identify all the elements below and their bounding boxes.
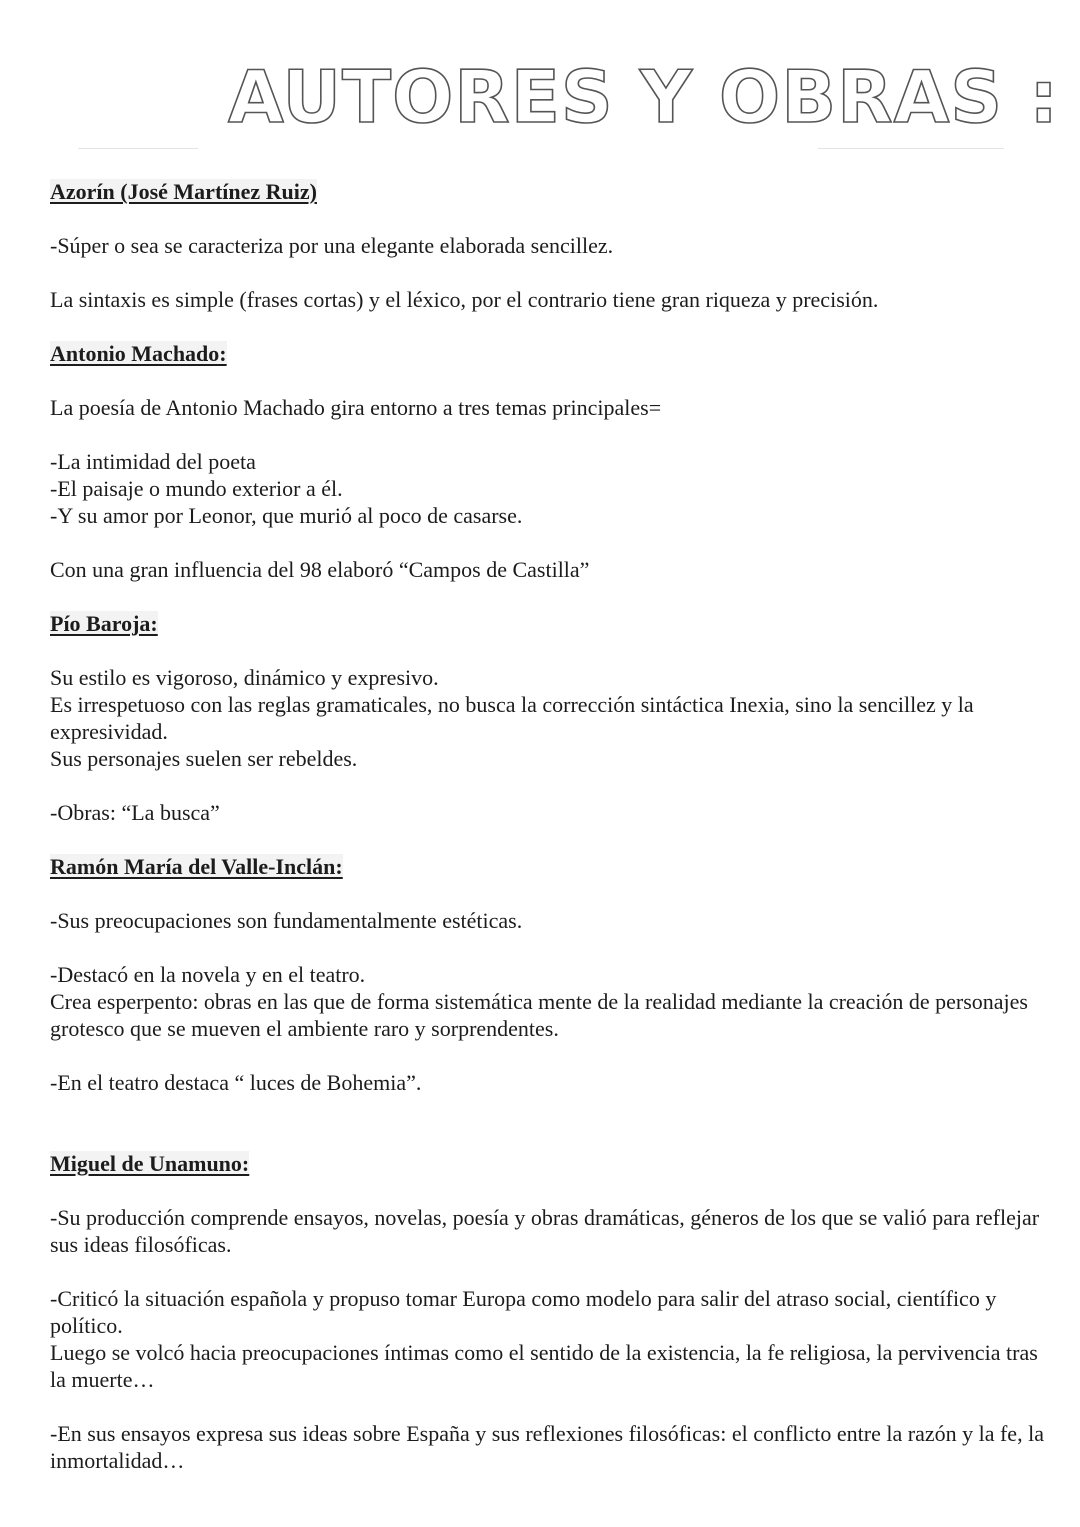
document-body [50,178,1050,1474]
svg-text:AUTORES Y OBRAS :: AUTORES Y OBRAS : [228,55,1060,139]
section-heading: Azorín (José Martínez Ruiz) [50,179,317,204]
list-item: -El paisaje o mundo exterior a él. [50,476,343,501]
paragraph: La sintaxis es simple (frases cortas) y el léxico, por el contrario tiene gran riqueza y precisión. [50,287,879,312]
paragraph: -Destacó en la novela y en el teatro. [50,962,366,987]
paragraph: Crea esperpento: obras en las que de forma sistemática mente de la realidad mediante la creación de personajes grotesco que se mueven el ambiente raro y sorprendentes. [50,989,1028,1041]
paragraph: Luego se volcó hacia preocupaciones íntimas como el sentido de la existencia, la fe religiosa, la pervivencia tras la muerte… [50,1340,1038,1392]
paragraph: -Súper o sea se caracteriza por una elegante elaborada sencillez. [50,233,614,258]
section-heading: Pío Baroja: [50,611,158,636]
page-header [0,52,1080,142]
paragraph: Su estilo es vigoroso, dinámico y expresivo. [50,665,439,690]
paragraph: -En el teatro destaca “ luces de Bohemia”. [50,1070,422,1095]
section-heading: Miguel de Unamuno: [50,1151,250,1176]
list-item: -La intimidad del poeta [50,449,256,474]
title-decoration-line-right [818,148,1004,149]
list-item: -Y su amor por Leonor, que murió al poco de casarse. [50,503,523,528]
paragraph: Sus personajes suelen ser rebeldes. [50,746,358,771]
paragraph: Con una gran influencia del 98 elaboró “Campos de Castilla” [50,557,590,582]
paragraph: -Su producción comprende ensayos, novelas, poesía y obras dramáticas, géneros de los que se valió para reflejar sus ideas filosóficas. [50,1205,1040,1257]
section-antonio-machado [50,340,1050,610]
section-azorin [50,178,1050,340]
section-heading: Ramón María del Valle-Inclán: [50,854,343,879]
paragraph: -Sus preocupaciones son fundamentalmente estéticas. [50,908,523,933]
title-decoration-line-left [78,148,198,149]
section-valle-inclan [50,853,1050,1150]
paragraph: -En sus ensayos expresa sus ideas sobre España y sus reflexiones filosóficas: el conflicto entre la razón y la fe, la inmortalidad… [50,1421,1044,1473]
paragraph: La poesía de Antonio Machado gira entorno a tres temas principales= [50,395,662,420]
paragraph: -Criticó la situación española y propuso tomar Europa como modelo para salir del atraso social, científico y político. [50,1286,997,1338]
section-miguel-de-unamuno [50,1150,1050,1474]
paragraph: -Obras: “La busca” [50,800,220,825]
section-heading: Antonio Machado: [50,341,227,366]
section-pio-baroja [50,610,1050,853]
page-title [220,52,1060,142]
paragraph: Es irrespetuoso con las reglas gramaticales, no busca la corrección sintáctica Inexia, sino la sencillez y la expresividad. [50,692,974,744]
